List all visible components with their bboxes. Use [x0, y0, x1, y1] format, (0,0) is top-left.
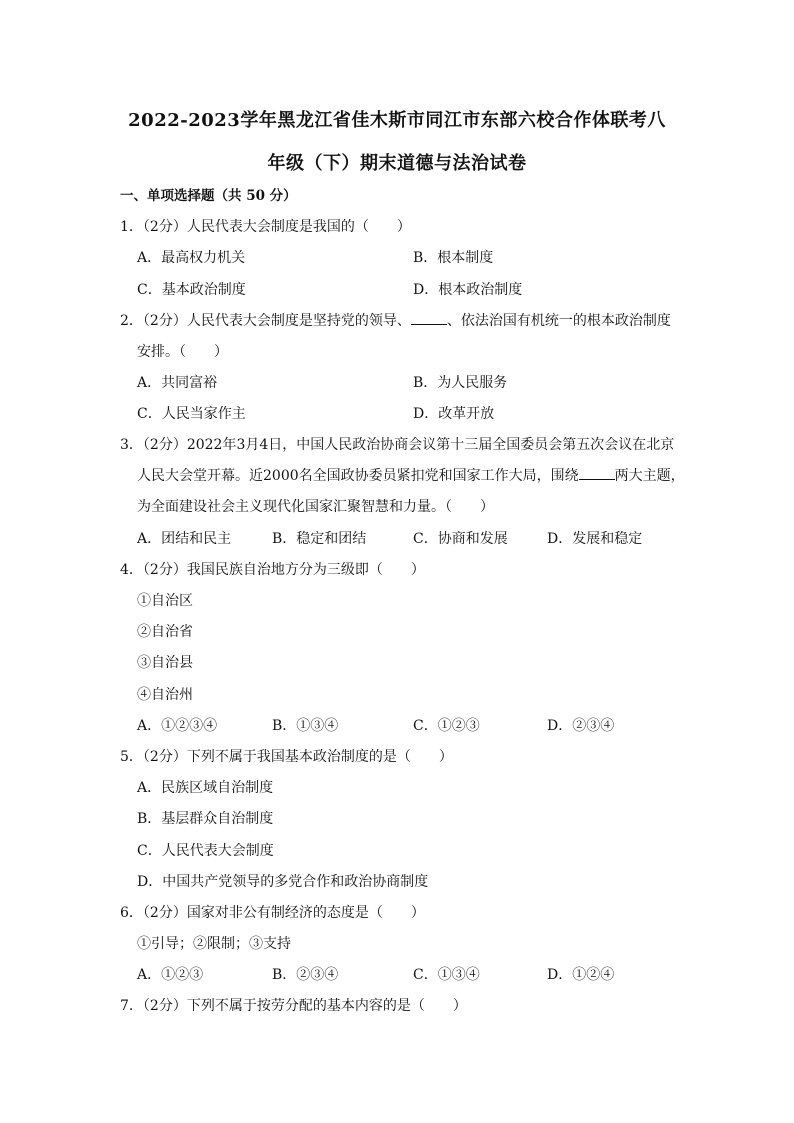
question-4-option-d: D．②③④ [547, 718, 615, 734]
question-6-items: ①引导；②限制；③支持 [137, 936, 291, 952]
question-2-option-b: B．为人民服务 [413, 375, 508, 391]
question-5-option-d: D．中国共产党领导的多党合作和政治协商制度 [137, 874, 429, 890]
question-2-stem-before: 2．（2分）人民代表大会制度是坚持党的领导、 [120, 313, 411, 329]
question-5-stem: 5．（2分）下列不属于我国基本政治制度的是（ ） [120, 749, 453, 765]
question-6-option-c: C．①③④ [413, 967, 480, 983]
question-1-option-a: A．最高权力机关 [137, 250, 246, 266]
section-heading: 一、单项选择题（共 50 分） [120, 188, 297, 204]
question-3-option-d: D．发展和稳定 [547, 531, 643, 547]
question-6-option-a: A．①②③ [137, 967, 204, 983]
question-3-stem-1: 3．（2分）2022年3月4日，中国人民政治协商会议第十三届全国委员会第五次会议在北京 [120, 437, 675, 453]
question-2-stem-cont: 安排。（ ） [137, 344, 228, 360]
question-3-stem-3: 为全面建设社会主义现代化国家汇聚智慧和力量。（ ） [137, 499, 494, 515]
question-7-stem: 7．（2分）下列不属于按劳分配的基本内容的是（ ） [120, 998, 467, 1014]
question-2-option-c: C．人民当家作主 [137, 406, 246, 422]
question-2-option-d: D．改革开放 [413, 406, 495, 422]
question-4-item: ②自治省 [137, 624, 193, 640]
question-6-option-d: D．①②④ [547, 967, 615, 983]
question-2-stem [120, 312, 671, 330]
question-4-item: ①自治区 [137, 593, 193, 609]
question-4-stem: 4．（2分）我国民族自治地方分为三级即（ ） [120, 562, 425, 578]
question-4-item: ④自治州 [137, 687, 193, 703]
fill-in-blank [579, 467, 615, 480]
question-4-option-c: C．①②③ [413, 718, 480, 734]
question-3-stem-2-after: 两大主题， [614, 468, 685, 484]
question-1-option-d: D．根本政治制度 [413, 282, 523, 298]
question-3-stem-2-before: 人民大会堂开幕。近2000名全国政协委员紧扣党和国家工作大局，围绕 [137, 468, 579, 484]
question-4-option-b: B．①③④ [272, 718, 339, 734]
question-3-option-a: A．团结和民主 [137, 531, 232, 547]
question-5-option-b: B．基层群众自治制度 [137, 811, 274, 827]
question-1-stem: 1．（2分）人民代表大会制度是我国的（ ） [120, 219, 411, 235]
question-6-option-b: B．②③④ [272, 967, 339, 983]
question-3-option-b: B．稳定和团结 [272, 531, 367, 547]
question-6-stem: 6．（2分）国家对非公有制经济的态度是（ ） [120, 905, 425, 921]
question-1-option-b: B．根本制度 [413, 250, 494, 266]
fill-in-blank [411, 312, 447, 325]
question-4-item: ③自治县 [137, 655, 193, 671]
question-5-option-a: A．民族区域自治制度 [137, 780, 274, 796]
question-4-option-a: A．①②③④ [137, 718, 218, 734]
question-5-option-c: C．人民代表大会制度 [137, 843, 274, 859]
exam-title-line-2: 年级（下）期末道德与法治试卷 [267, 153, 527, 174]
question-2-stem-after: 、依法治国有机统一的根本政治制度 [446, 313, 671, 329]
question-2-option-a: A．共同富裕 [137, 375, 218, 391]
question-3-stem-2 [137, 467, 685, 485]
question-3-option-c: C．协商和发展 [413, 531, 508, 547]
exam-title-line-1: 2022-2023学年黑龙江省佳木斯市同江市东部六校合作体联考八 [128, 110, 666, 131]
question-1-option-c: C．基本政治制度 [137, 282, 246, 298]
